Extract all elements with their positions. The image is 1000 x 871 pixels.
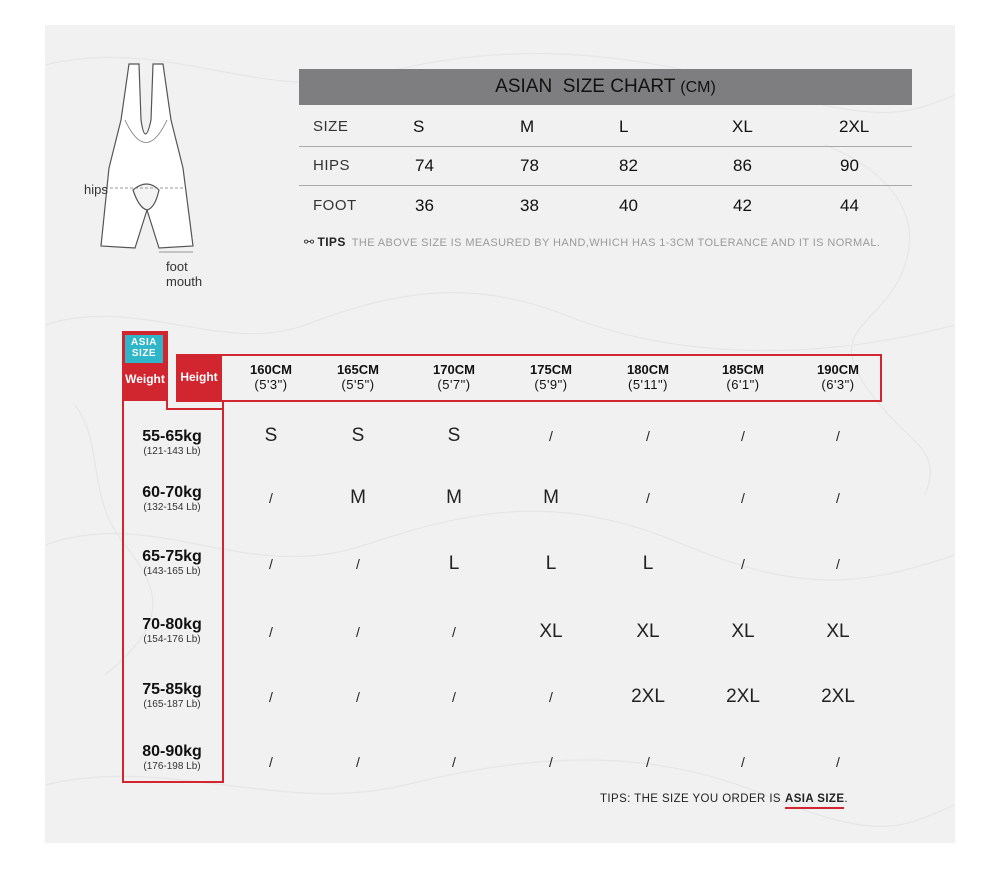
weight-kg: 55-65kg xyxy=(142,428,202,445)
bottom-tip xyxy=(600,793,848,805)
size-cell: / xyxy=(452,689,456,705)
asian-size-chart-title xyxy=(299,69,912,105)
bottom-tip-highlight: ASIA SIZE xyxy=(785,793,844,809)
size-cell: XL xyxy=(732,117,753,136)
size-cell: M xyxy=(350,487,366,508)
title-unit: (CM) xyxy=(680,79,716,96)
weight-row-60-70 xyxy=(124,484,220,514)
height-cm: 160CM xyxy=(250,362,292,377)
height-col-160 xyxy=(226,362,316,392)
height-col-170 xyxy=(409,362,499,392)
size-cell: / xyxy=(836,428,840,444)
title-asian: ASIAN xyxy=(495,76,553,97)
size-cell: / xyxy=(646,754,650,770)
size-cell: / xyxy=(836,490,840,506)
height-cm: 175CM xyxy=(530,362,572,377)
height-ft: (6'1") xyxy=(726,377,760,392)
size-cell: / xyxy=(269,624,273,640)
size-text: SIZE xyxy=(131,348,157,359)
size-cell: / xyxy=(741,556,745,572)
hips-cell: 82 xyxy=(619,156,638,175)
tips-text: THE ABOVE SIZE IS MEASURED BY HAND,WHICH HAS 1-3CM TOLERANCE AND IT IS NORMAL. xyxy=(351,237,881,249)
size-cell: / xyxy=(269,490,273,506)
foot-cell: 36 xyxy=(415,196,434,215)
size-cell: / xyxy=(269,754,273,770)
weight-kg: 60-70kg xyxy=(142,484,202,501)
height-col-190 xyxy=(793,362,883,392)
bib-shorts-illustration xyxy=(85,60,205,260)
height-col-175 xyxy=(506,362,596,392)
hips-row xyxy=(299,146,912,186)
height-col-165 xyxy=(313,362,403,392)
size-cell: / xyxy=(741,490,745,506)
asia-size-badge xyxy=(125,335,163,363)
size-cell: / xyxy=(741,428,745,444)
foot-label-line-2: mouth xyxy=(166,274,203,289)
size-cell: L xyxy=(642,553,654,574)
size-cell: / xyxy=(356,754,360,770)
height-cm: 185CM xyxy=(722,362,764,377)
foot-mouth-label xyxy=(166,259,202,289)
row-header-foot: FOOT xyxy=(313,197,357,214)
measurement-tips xyxy=(304,235,880,249)
height-col-180 xyxy=(603,362,693,392)
weight-kg: 65-75kg xyxy=(142,548,202,565)
weight-kg: 70-80kg xyxy=(142,616,202,633)
weight-lb: (132-154 Lb) xyxy=(143,502,201,513)
size-cell: XL xyxy=(826,621,850,642)
size-cell: / xyxy=(356,689,360,705)
size-cell: S xyxy=(264,425,278,446)
foot-cell: 38 xyxy=(520,196,539,215)
height-ft: (5'7") xyxy=(437,377,471,392)
size-cell: M xyxy=(520,117,535,136)
weight-row-80-90 xyxy=(124,743,220,773)
size-cell: / xyxy=(452,754,456,770)
hips-cell: 90 xyxy=(840,156,859,175)
size-cell: 2XL xyxy=(631,686,665,707)
bottom-tip-text: TIPS: THE SIZE YOU ORDER IS xyxy=(600,793,781,805)
height-cm: 180CM xyxy=(627,362,669,377)
weight-kg: 75-85kg xyxy=(142,681,202,698)
foot-cell: 44 xyxy=(840,196,859,215)
asia-size-weight-tag xyxy=(122,331,168,401)
hips-cell: 74 xyxy=(415,156,434,175)
height-ft: (5'3") xyxy=(254,377,288,392)
weight-frame-top xyxy=(166,408,222,410)
size-cell: / xyxy=(269,556,273,572)
size-cell: 2XL xyxy=(821,686,855,707)
height-ft: (5'9") xyxy=(534,377,568,392)
weight-lb: (176-198 Lb) xyxy=(143,761,201,772)
weight-row-75-85 xyxy=(124,681,220,711)
size-cell: S xyxy=(351,425,365,446)
size-cell: S xyxy=(413,117,425,136)
foot-cell: 40 xyxy=(619,196,638,215)
size-cell: / xyxy=(269,689,273,705)
size-cell: / xyxy=(836,754,840,770)
height-ft: (6'3") xyxy=(821,377,855,392)
share-icon: ⚯ xyxy=(304,235,315,249)
size-cell: / xyxy=(549,428,553,444)
height-col-185 xyxy=(698,362,788,392)
weight-lb: (143-165 Lb) xyxy=(143,566,201,577)
row-header-size: SIZE xyxy=(313,118,349,135)
row-header-hips: HIPS xyxy=(313,157,351,174)
foot-label-line-1: foot xyxy=(166,259,188,274)
size-cell: L xyxy=(619,117,629,136)
height-cm: 170CM xyxy=(433,362,475,377)
height-ft: (5'5") xyxy=(341,377,375,392)
height-label: Height xyxy=(176,354,222,400)
title-size-chart: SIZE CHART xyxy=(562,76,676,97)
size-cell: / xyxy=(836,556,840,572)
size-cell: XL xyxy=(731,621,755,642)
foot-cell: 42 xyxy=(733,196,752,215)
size-cell: / xyxy=(549,689,553,705)
size-cell: L xyxy=(545,553,557,574)
weight-row-55-65 xyxy=(124,428,220,458)
hips-label: hips xyxy=(84,182,108,197)
size-cell: 2XL xyxy=(726,686,760,707)
size-cell: / xyxy=(741,754,745,770)
size-cell: / xyxy=(356,624,360,640)
asia-text: ASIA xyxy=(131,337,157,348)
size-cell: / xyxy=(452,624,456,640)
weight-lb: (121-143 Lb) xyxy=(143,446,201,457)
size-cell: XL xyxy=(539,621,563,642)
weight-lb: (165-187 Lb) xyxy=(143,699,201,710)
size-cell: M xyxy=(543,487,559,508)
size-cell: / xyxy=(646,428,650,444)
size-row xyxy=(299,107,912,147)
height-ft: (5'11") xyxy=(628,377,668,392)
weight-lb: (154-176 Lb) xyxy=(143,634,201,645)
weight-row-65-75 xyxy=(124,548,220,578)
weight-kg: 80-90kg xyxy=(142,743,202,760)
bottom-tip-end: . xyxy=(844,793,849,805)
weight-label: Weight xyxy=(125,372,165,386)
size-cell: / xyxy=(646,490,650,506)
foot-row xyxy=(299,186,912,225)
hips-cell: 78 xyxy=(520,156,539,175)
height-cm: 190CM xyxy=(817,362,859,377)
height-cm: 165CM xyxy=(337,362,379,377)
size-cell: / xyxy=(356,556,360,572)
weight-row-70-80 xyxy=(124,616,220,646)
tips-key: TIPS xyxy=(317,235,346,249)
size-cell: S xyxy=(447,425,461,446)
size-cell: L xyxy=(448,553,460,574)
size-cell: M xyxy=(446,487,462,508)
size-cell: / xyxy=(549,754,553,770)
hips-cell: 86 xyxy=(733,156,752,175)
size-cell: XL xyxy=(636,621,660,642)
size-cell: 2XL xyxy=(839,117,870,136)
